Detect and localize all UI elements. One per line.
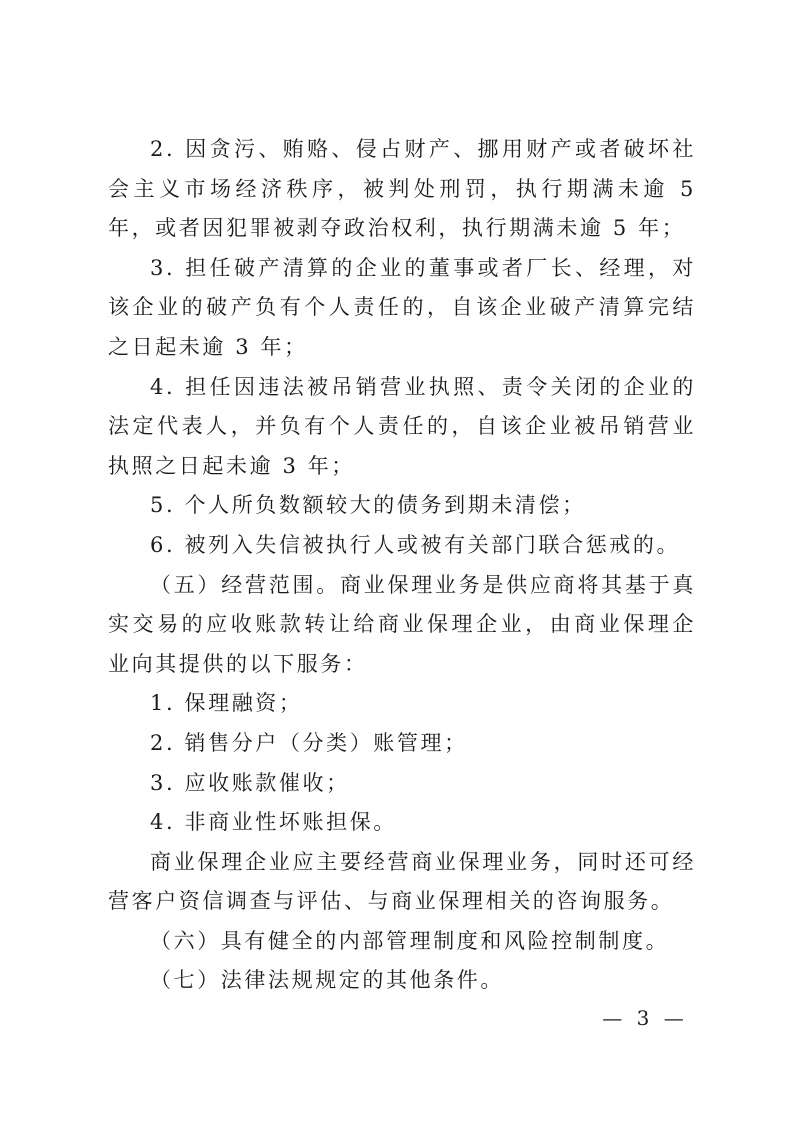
paragraph-section-7: （七）法律法规规定的其他条件。: [150, 968, 504, 993]
paragraph-item-2-disqualification: 2. 因贪污、贿赂、侵占财产、挪用财产或者破坏社会主义市场经济秩序，被判处刑罚，执行期满未逾 5 年，或者因犯罪被剥夺政治权利，执行期满未逾 5 年；: [108, 137, 696, 241]
paragraph-section-5-business-scope: （五）经营范围。商业保理业务是供应商将其基于真实交易的应收账款转让给商业保理企业，由商业保理企业向其提供的以下服务：: [108, 572, 696, 676]
paragraph-item-3-bankruptcy: 3. 担任破产清算的企业的董事或者厂长、经理，对该企业的破产负有个人责任的，自该企业破产清算完结之日起未逾 3 年；: [108, 255, 696, 359]
paragraph-item-5-debt: 5. 个人所负数额较大的债务到期未清偿；: [150, 493, 586, 518]
paragraph-service-2: 2. 销售分户（分类）账管理；: [150, 730, 468, 755]
paragraph-item-6-dishonest: 6. 被列入失信被执行人或被有关部门联合惩戒的。: [150, 532, 681, 557]
paragraph-service-1: 1. 保理融资；: [150, 691, 303, 716]
paragraph-main-business: 商业保理企业应主要经营商业保理业务，同时还可经营客户资信调查与评估、与商业保理相关的咨询服务。: [108, 849, 696, 914]
paragraph-section-6: （六）具有健全的内部管理制度和风险控制制度。: [150, 928, 670, 953]
paragraph-service-3: 3. 应收账款催收；: [150, 770, 350, 795]
document-body: [108, 130, 696, 1001]
paragraph-item-4-license-revoked: 4. 担任因违法被吊销营业执照、责令关闭的企业的法定代表人，并负有个人责任的，自该企业被吊销营业执照之日起未逾 3 年；: [108, 374, 696, 478]
paragraph-service-4: 4. 非商业性坏账担保。: [150, 810, 397, 835]
page-number: — 3 —: [602, 1006, 688, 1030]
